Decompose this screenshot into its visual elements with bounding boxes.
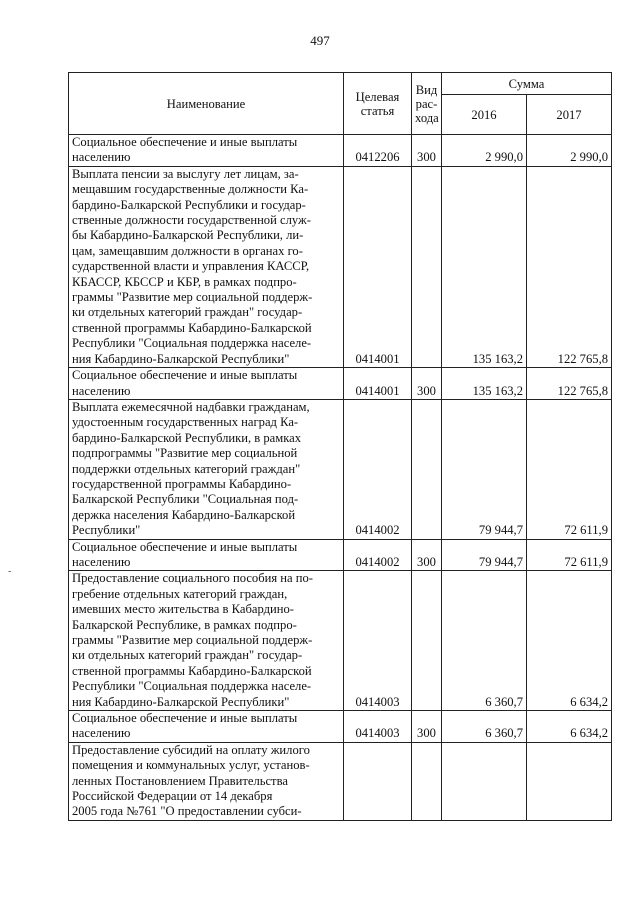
row-name-cell: Социальное обеспечение и иные выплаты населению bbox=[69, 539, 344, 571]
row-name-cell: Социальное обеспечение и иные выплаты населению bbox=[69, 368, 344, 400]
row-amount-2017-cell: 72 611,9 bbox=[527, 539, 612, 571]
row-target-article-cell: 0414001 bbox=[344, 368, 412, 400]
row-amount-2017-cell: 122 765,8 bbox=[527, 166, 612, 367]
table-row bbox=[69, 571, 612, 711]
row-amount-2016-cell: 6 360,7 bbox=[442, 571, 527, 711]
row-target-article-cell: 0412206 bbox=[344, 135, 412, 167]
row-name-cell: Выплата пенсии за выслугу лет лицам, за- мещавшим государственные должности Ка- бардино-Балкарской Республики и государ- ственные должности государственной служ- бы Кабардино-Балкарской Республики, ли- цам, замещавшим должности в органах го- сударственной власти и управления КАССР, КБАССР, КБССР и КБР, в рамках подпро- граммы "Развитие мер социальной поддерж- ки отдельных категорий граждан" государ- ственной программы Кабардино-Балкарской Республики "Социальная поддержка населе- ния Кабардино-Балкарской Республики" bbox=[69, 166, 344, 367]
table-row bbox=[69, 742, 612, 820]
row-name-cell: Предоставление субсидий на оплату жилого помещения и коммунальных услуг, установ- ленных Постановлением Правительства Российской Федерации от 14 декабря 2005 года №761 "О предоставлении субси- bbox=[69, 742, 344, 820]
row-name-cell: Выплата ежемесячной надбавки гражданам, удостоенным государственных наград Ка- бардино-Балкарской Республики, в рамках подпрограммы "Развитие мер социальной поддержки отдельных категорий граждан" государственной программы Кабардино- Балкарской Республики "Социальная под- держка населения Кабардино-Балкарской Республики" bbox=[69, 399, 344, 539]
row-amount-2016-cell: 79 944,7 bbox=[442, 399, 527, 539]
row-expense-type-cell bbox=[412, 571, 442, 711]
row-expense-type-cell: 300 bbox=[412, 135, 442, 167]
row-expense-type-cell: 300 bbox=[412, 539, 442, 571]
row-expense-type-cell bbox=[412, 166, 442, 367]
row-amount-2017-cell bbox=[527, 742, 612, 820]
header-sum: Сумма bbox=[442, 73, 612, 95]
table-row bbox=[69, 135, 612, 167]
row-name-cell: Социальное обеспечение и иные выплаты населению bbox=[69, 135, 344, 167]
header-expense-type: Вид рас- хода bbox=[412, 73, 442, 135]
table-body bbox=[69, 135, 612, 821]
table-row bbox=[69, 368, 612, 400]
row-amount-2017-cell: 2 990,0 bbox=[527, 135, 612, 167]
budget-table bbox=[68, 72, 612, 821]
row-amount-2016-cell: 6 360,7 bbox=[442, 711, 527, 743]
row-expense-type-cell bbox=[412, 742, 442, 820]
row-name-cell: Предоставление социального пособия на по- гребение отдельных категорий граждан, имевших место жительства в Кабардино- Балкарской Республике, в рамках подпро- граммы "Развитие мер социальной поддерж- ки отдельных категорий граждан" государ- ственной программы Кабардино-Балкарской Республики "Социальная поддержка населе- ния Кабардино-Балкарской Республики" bbox=[69, 571, 344, 711]
row-amount-2017-cell: 122 765,8 bbox=[527, 368, 612, 400]
margin-mark: - bbox=[8, 566, 12, 577]
row-expense-type-cell bbox=[412, 399, 442, 539]
header-target-article: Целевая статья bbox=[344, 73, 412, 135]
row-amount-2016-cell bbox=[442, 742, 527, 820]
row-target-article-cell: 0414002 bbox=[344, 539, 412, 571]
table-row bbox=[69, 166, 612, 367]
header-year-2016: 2016 bbox=[442, 95, 527, 135]
row-amount-2017-cell: 72 611,9 bbox=[527, 399, 612, 539]
row-amount-2016-cell: 135 163,2 bbox=[442, 368, 527, 400]
row-target-article-cell: 0414003 bbox=[344, 571, 412, 711]
row-amount-2016-cell: 2 990,0 bbox=[442, 135, 527, 167]
header-name: Наименование bbox=[69, 73, 344, 135]
row-amount-2017-cell: 6 634,2 bbox=[527, 571, 612, 711]
row-amount-2017-cell: 6 634,2 bbox=[527, 711, 612, 743]
row-name-cell: Социальное обеспечение и иные выплаты населению bbox=[69, 711, 344, 743]
row-expense-type-cell: 300 bbox=[412, 711, 442, 743]
header-year-2017: 2017 bbox=[527, 95, 612, 135]
row-target-article-cell: 0414002 bbox=[344, 399, 412, 539]
row-amount-2016-cell: 79 944,7 bbox=[442, 539, 527, 571]
table-row bbox=[69, 539, 612, 571]
row-target-article-cell: 0414003 bbox=[344, 711, 412, 743]
row-target-article-cell bbox=[344, 742, 412, 820]
row-expense-type-cell: 300 bbox=[412, 368, 442, 400]
row-target-article-cell: 0414001 bbox=[344, 166, 412, 367]
page-number: 497 bbox=[310, 33, 330, 48]
table-row bbox=[69, 399, 612, 539]
row-amount-2016-cell: 135 163,2 bbox=[442, 166, 527, 367]
table-row bbox=[69, 711, 612, 743]
